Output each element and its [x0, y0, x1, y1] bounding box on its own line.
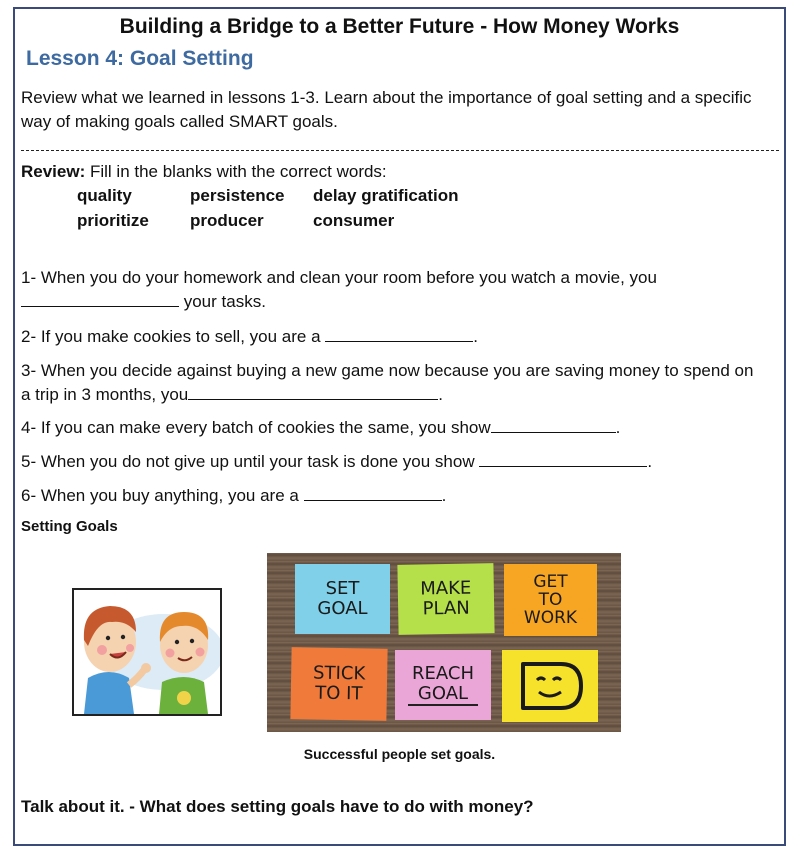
answer-blank[interactable]	[21, 292, 179, 307]
question-text: .	[473, 327, 478, 346]
answer-blank[interactable]	[325, 327, 473, 342]
word-bank-item: persistence	[190, 186, 285, 205]
page-title: Building a Bridge to a Better Future - How Money Works	[119, 15, 680, 38]
section-heading-setting-goals: Setting Goals	[21, 518, 118, 535]
sticky-note-text: SET GOAL	[317, 578, 368, 619]
question-4	[21, 416, 620, 440]
smiley-face-icon	[515, 658, 585, 714]
review-label: Review:	[21, 162, 86, 181]
sticky-note	[295, 564, 390, 634]
review-text: Fill in the blanks with the correct words:	[89, 162, 387, 181]
sticky-notes-image	[267, 553, 621, 732]
dashed-divider	[21, 150, 779, 151]
word-bank-item: prioritize	[77, 211, 149, 230]
word-bank	[77, 186, 476, 236]
kids-illustration-icon	[74, 590, 220, 714]
question-text: .	[438, 385, 443, 404]
sticky-note	[504, 564, 597, 636]
question-text: your tasks.	[179, 292, 266, 311]
answer-blank[interactable]	[188, 385, 438, 400]
question-6	[21, 484, 446, 508]
sticky-note	[395, 650, 491, 720]
worksheet-page	[13, 7, 786, 846]
question-text: 1- When you do your homework and clean your room before you watch a movie, you	[21, 268, 657, 287]
question-text: .	[647, 452, 653, 471]
sticky-note-text: GET TO WORK	[523, 572, 578, 628]
sticky-note-text: REACH GOAL	[408, 664, 478, 706]
question-text: 3- When you decide against buying a new game now because you are saving money to spend on a trip in 3 months, you	[21, 361, 754, 404]
word-bank-item: delay gratification	[313, 186, 459, 205]
discussion-prompt: Talk about it. - What does setting goals have to do with money?	[21, 797, 534, 816]
answer-blank[interactable]	[479, 452, 647, 467]
image-caption: Successful people set goals.	[303, 746, 496, 762]
review-instruction	[21, 162, 387, 182]
question-text: .	[441, 486, 447, 505]
word-bank-item: producer	[190, 211, 264, 230]
word-bank-item: quality	[77, 186, 132, 205]
sticky-note-text: STICK TO IT	[312, 662, 366, 705]
sticky-note-text: MAKE PLAN	[420, 577, 472, 620]
answer-blank[interactable]	[304, 486, 442, 501]
question-text: 6- When you buy anything, you are a	[21, 486, 304, 505]
sticky-note	[290, 647, 387, 721]
sticky-note	[397, 563, 494, 635]
question-text: 2- If you make cookies to sell, you are a	[21, 327, 326, 346]
answer-blank[interactable]	[491, 418, 616, 433]
question-text: 5- When you do not give up until your task is done you show	[21, 452, 480, 471]
question-text: .	[615, 418, 621, 437]
lesson-heading: Lesson 4: Goal Setting	[26, 47, 254, 70]
word-bank-item: consumer	[313, 211, 395, 230]
question-2	[21, 325, 478, 349]
question-5	[21, 450, 652, 474]
sticky-note-smiley	[502, 650, 598, 722]
question-3	[21, 359, 766, 407]
kids-talking-image	[72, 588, 222, 716]
question-1	[21, 266, 761, 314]
intro-paragraph: Review what we learned in lessons 1-3. Learn about the importance of goal setting and a specific way of making goals called SMART goals.	[21, 88, 752, 131]
question-text: 4- If you can make every batch of cookies the same, you show	[21, 418, 491, 437]
